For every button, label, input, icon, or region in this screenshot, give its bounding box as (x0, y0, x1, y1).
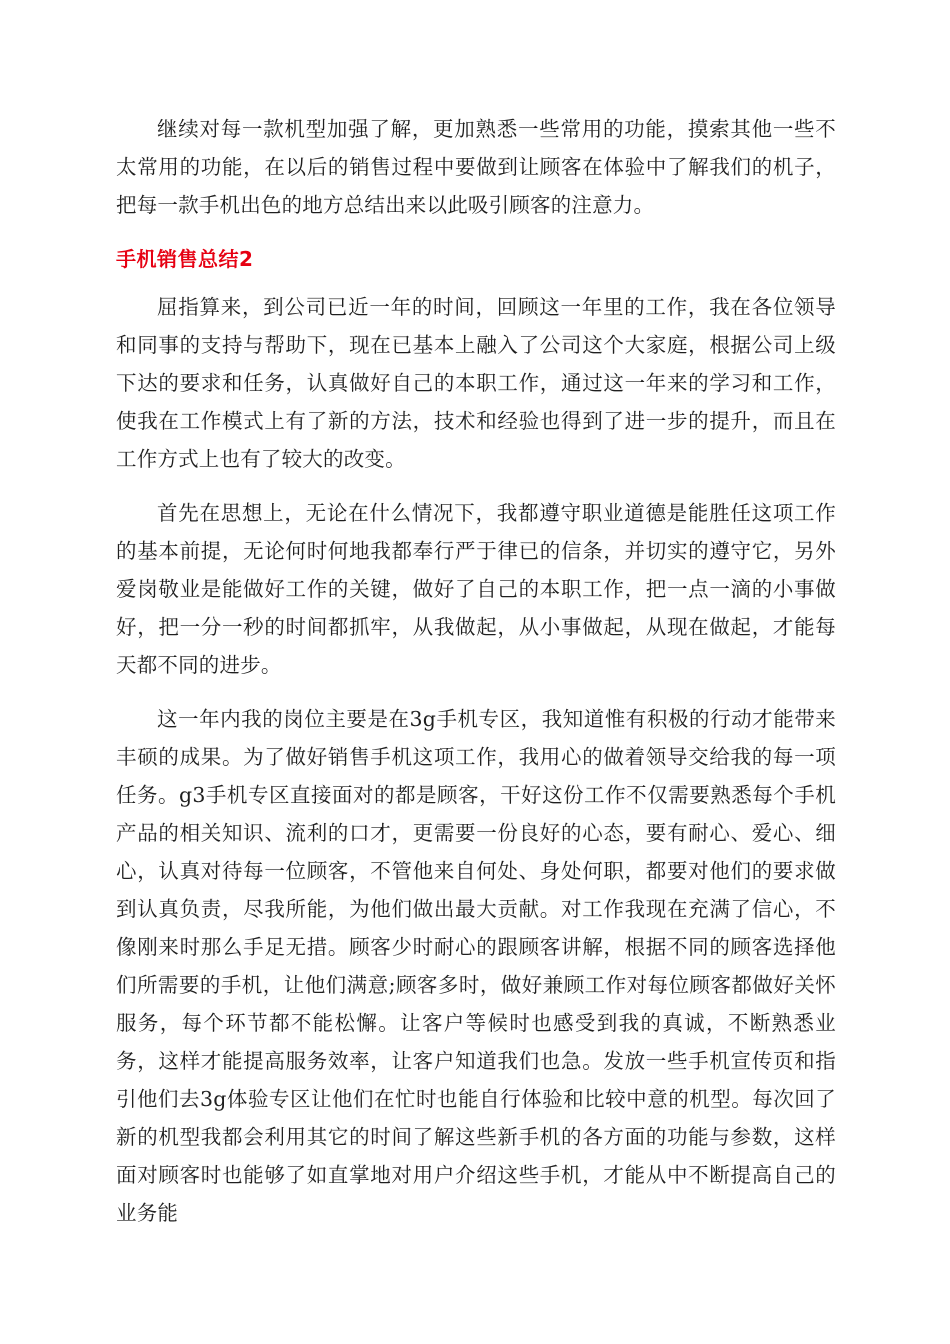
section-title: 手机销售总结2 (116, 247, 254, 271)
paragraph-3: 这一年内我的岗位主要是在3g手机专区，我知道惟有积极的行动才能带来丰硕的成果。为了做好销售手机这项工作，我用心的做着领导交给我的每一项任务。g3手机专区直接面对的都是顾客，干好这份工作不仅需要熟悉每个手机产品的相关知识、流利的口才，更需要一份良好的心态，要有耐心、爱心、细心，认真对待每一位顾客，不管他来自何处、身处何职，都要对他们的要求做到认真负责，尽我所能，为他们做出最大贡献。对工作我现在充满了信心，不像刚来时那么手足无措。顾客少时耐心的跟顾客讲解，根据不同的顾客选择他们所需要的手机，让他们满意;顾客多时，做好兼顾工作对每位顾客都做好关怀服务，每个环节都不能松懈。让客户等候时也感受到我的真诚，不断熟悉业务，这样才能提高服务效率，让客户知道我们也急。发放一些手机宣传页和指引他们去3g体验专区让他们在忙时也能自行体验和比较中意的机型。每次回了新的机型我都会利用其它的时间了解这些新手机的各方面的功能与参数，这样面对顾客时也能够了如直掌地对用户介绍这些手机，才能从中不断提高自己的业务能 (116, 707, 836, 1225)
document-body (116, 110, 836, 1232)
paragraph-1: 屈指算来，到公司已近一年的时间，回顾这一年里的工作，我在各位领导和同事的支持与帮助下，现在已基本上融入了公司这个大家庭，根据公司上级下达的要求和任务，认真做好自己的本职工作，通过这一年来的学习和工作，使我在工作模式上有了新的方法，技术和经验也得到了进一步的提升，而且在工作方式上也有了较大的改变。 (116, 295, 836, 471)
intro-paragraph: 继续对每一款机型加强了解，更加熟悉一些常用的功能，摸索其他一些不太常用的功能，在以后的销售过程中要做到让顾客在体验中了解我们的机子，把每一款手机出色的地方总结出来以此吸引顾客的注意力。 (116, 117, 836, 217)
paragraph-2: 首先在思想上，无论在什么情况下，我都遵守职业道德是能胜任这项工作的基本前提，无论何时何地我都奉行严于律已的信条，并切实的遵守它，另外爱岗敬业是能做好工作的关键，做好了自己的本职工作，把一点一滴的小事做好，把一分一秒的时间都抓牢，从我做起，从小事做起，从现在做起，才能每天都不同的进步。 (116, 501, 836, 677)
